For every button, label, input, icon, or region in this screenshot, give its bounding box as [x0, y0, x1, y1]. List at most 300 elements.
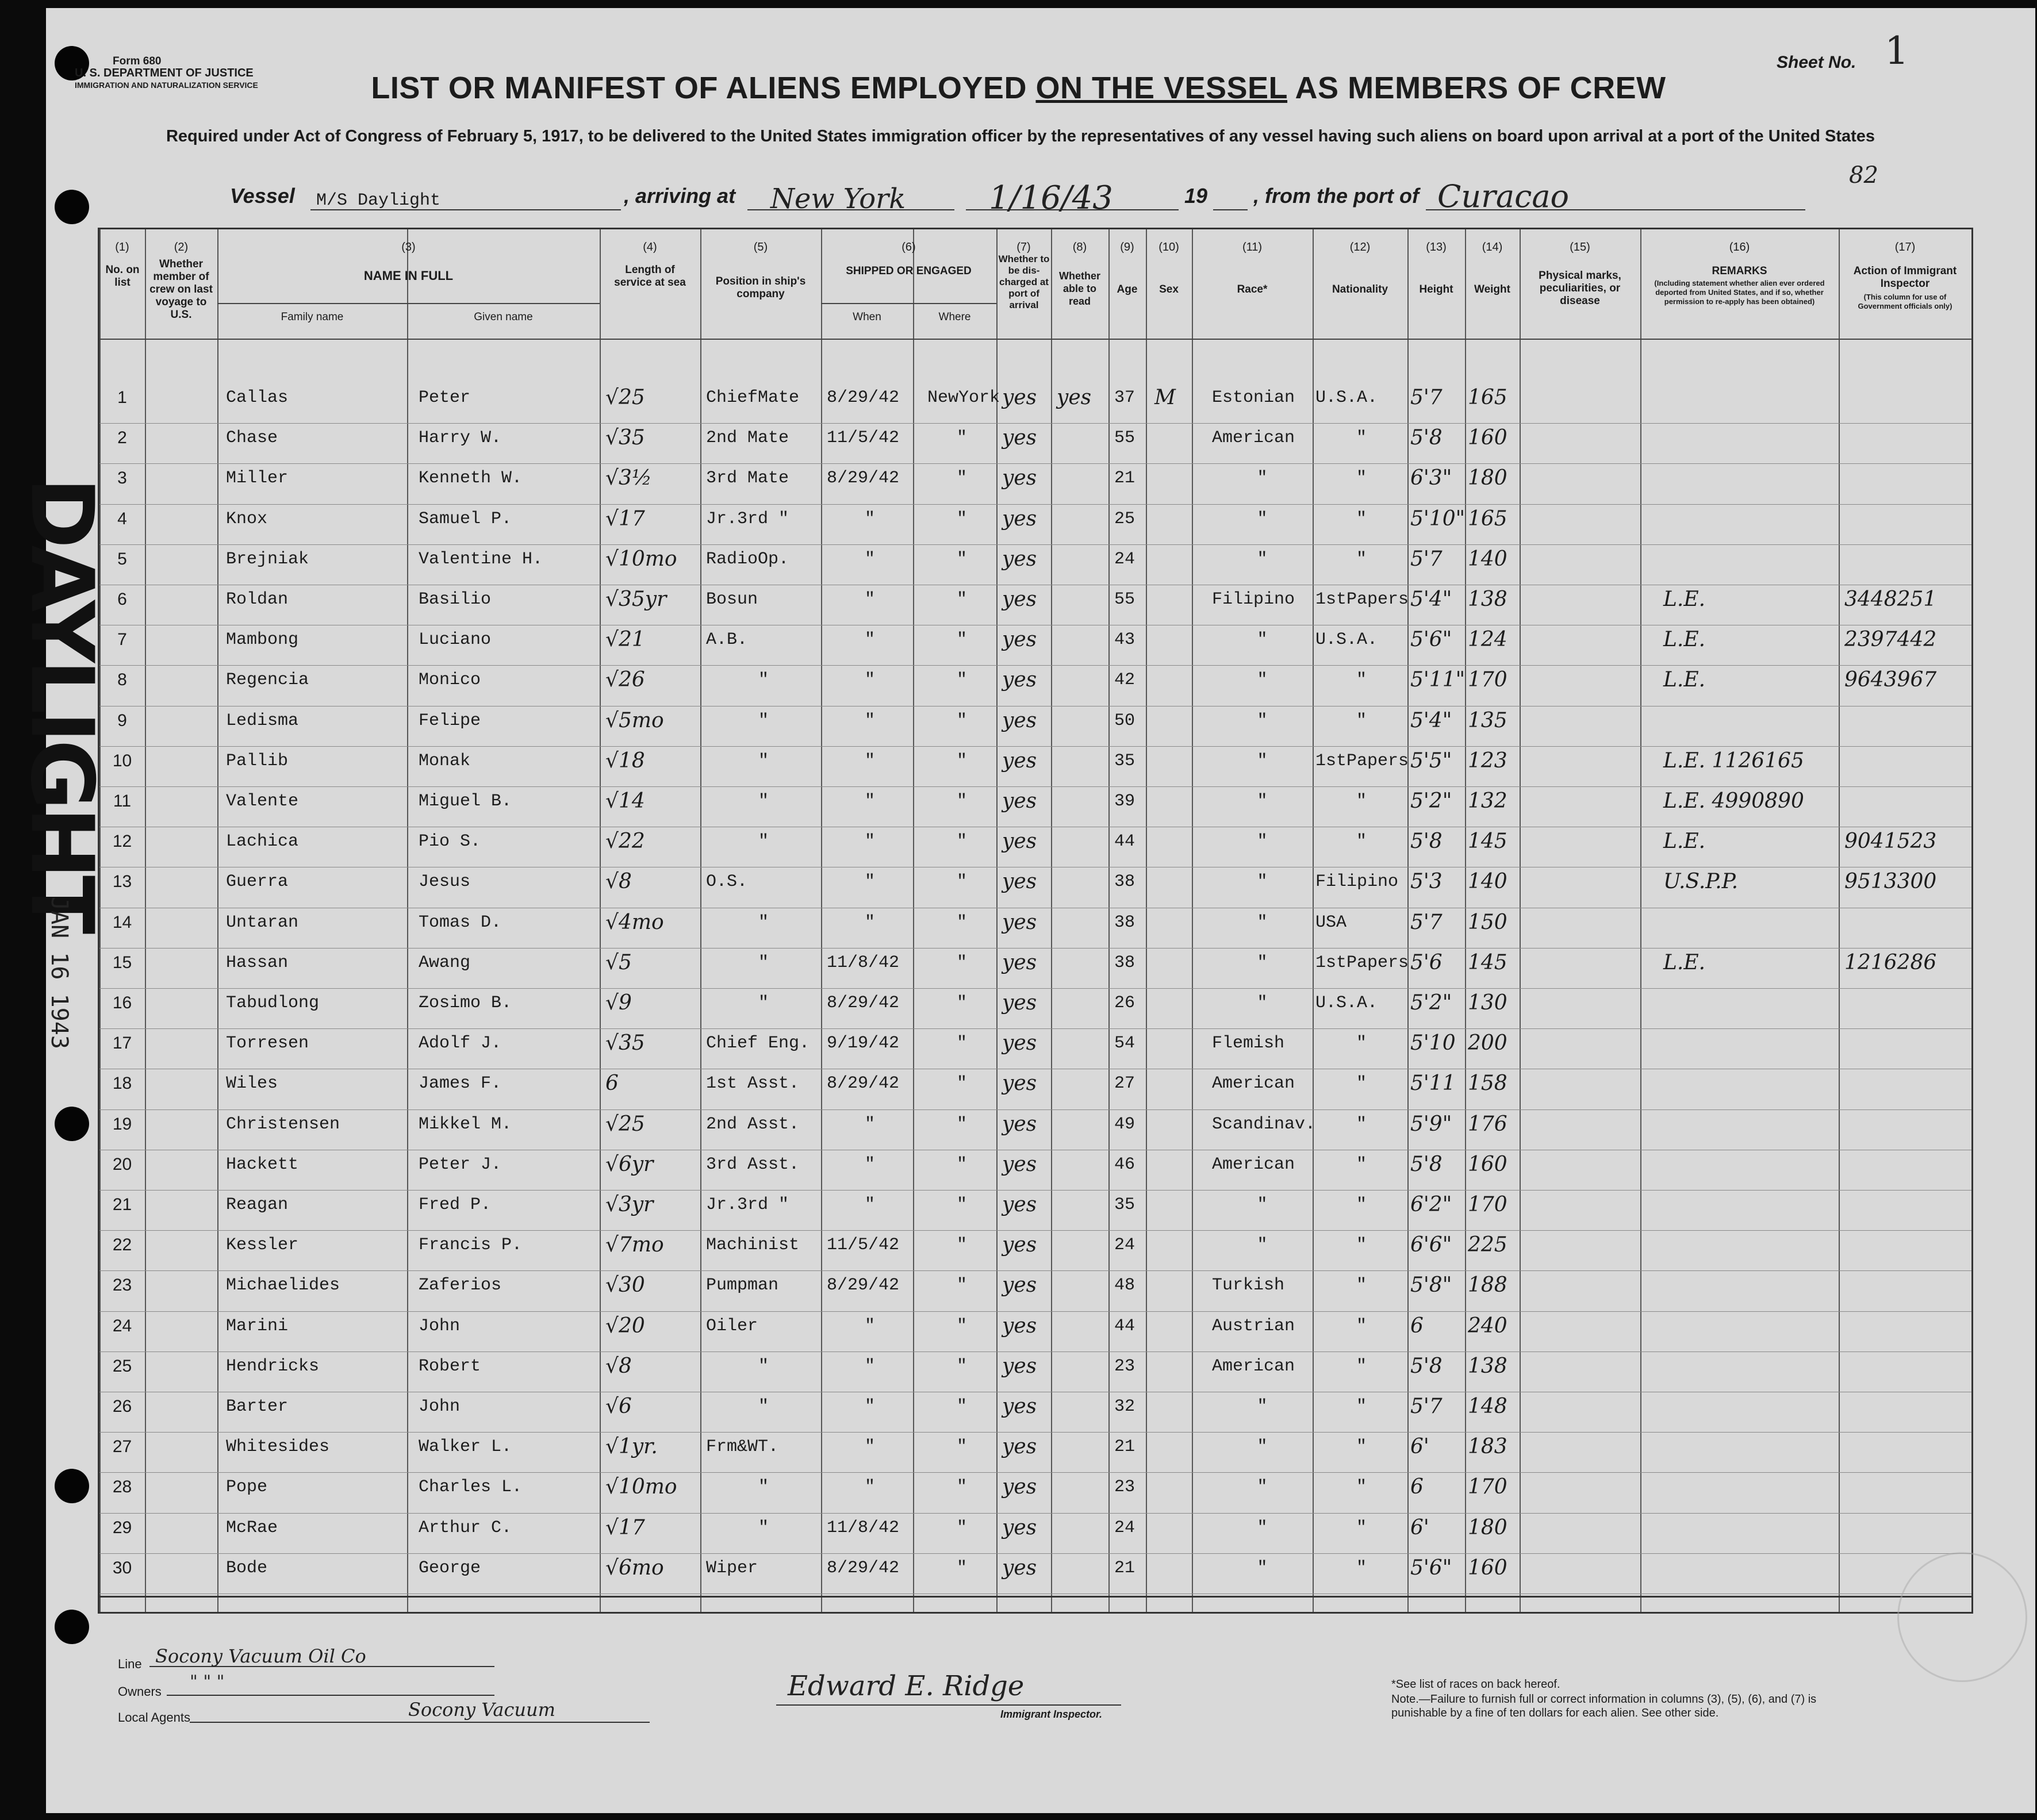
cell-remarks: U.S.P.P. [1663, 870, 1739, 894]
sheet-number-value: 1 [1885, 29, 1909, 73]
cell-when: " [864, 670, 875, 690]
cell-where: " [956, 1316, 967, 1336]
cell-service: √17 [605, 1515, 645, 1539]
crew-table [98, 228, 1973, 1614]
cell-race: Austrian [1212, 1316, 1295, 1336]
cell-when: 8/29/42 [827, 469, 900, 489]
cell-weight: 180 [1468, 466, 1507, 490]
cell-when: 8/29/42 [827, 1074, 900, 1094]
date-value: 1/16/43 [989, 179, 1113, 217]
cell-family: Kessler [226, 1235, 299, 1255]
punch-hole [55, 1469, 89, 1503]
cell-given: Felipe [419, 711, 481, 731]
inspector-signature-field [776, 1670, 1121, 1706]
cell-service: √26 [605, 668, 645, 692]
cell-remarks: L.E. [1663, 950, 1706, 974]
vessel-field [310, 184, 621, 210]
cell-family: Pope [226, 1477, 268, 1498]
cell-family: Mambong [226, 630, 299, 650]
row-rule [99, 463, 1971, 464]
cell-when: 11/5/42 [827, 428, 900, 448]
cell-given: Peter [419, 388, 471, 408]
cell-discharged: yes [1002, 386, 1037, 409]
cell-height: 5'8 [1410, 830, 1443, 854]
cell-service: √25 [605, 386, 645, 409]
header-name-in-full: NAME IN FULL [363, 268, 454, 283]
row-rule [99, 1351, 1971, 1352]
cell-discharged: yes [1002, 748, 1037, 773]
cell-race: Turkish [1212, 1276, 1285, 1296]
cell-race: " [1257, 630, 1268, 650]
cell-service: √22 [605, 830, 645, 854]
cell-nationality: USA [1315, 912, 1347, 932]
header-shipped-engaged: SHIPPED OR ENGAGED [846, 265, 972, 277]
cell-no: 29 [112, 1518, 132, 1537]
page-title: LIST OR MANIFEST OF ALIENS EMPLOYED ON THE VESSEL AS MEMBERS OF CREW [371, 71, 1666, 105]
cell-height: 6'6" [1410, 1233, 1452, 1257]
cell-nationality: " [1356, 549, 1367, 569]
vessel-value: M/S Daylight [316, 191, 441, 210]
cell-weight: 200 [1468, 1031, 1507, 1055]
cell-nationality: " [1356, 1154, 1367, 1174]
cell-age: 35 [1114, 751, 1135, 771]
cell-nationality: " [1356, 469, 1367, 489]
cell-sex: M [1154, 386, 1176, 409]
cell-when: " [864, 549, 875, 569]
cell-weight: 145 [1468, 950, 1507, 974]
cell-height: 5'4" [1410, 708, 1452, 732]
cell-where: " [956, 1356, 967, 1376]
cell-family: Pallib [226, 751, 289, 771]
row-rule [99, 1028, 1971, 1029]
cell-remarks: L.E. [1663, 588, 1706, 611]
cell-family: Bode [226, 1558, 268, 1578]
cell-height: 5'11 [1410, 1072, 1456, 1096]
col-number: (14) [1482, 241, 1503, 254]
cell-where: " [956, 1558, 967, 1578]
department-name: U. S. DEPARTMENT OF JUSTICE [75, 67, 254, 79]
cell-family: Callas [226, 388, 289, 408]
cell-action: 3448251 [1844, 588, 1937, 611]
arriving-field [747, 183, 954, 215]
cell-service: √7mo [605, 1233, 664, 1257]
line-value: Socony Vacuum Oil Co [155, 1645, 366, 1667]
row-rule [99, 665, 1971, 666]
header-weight: Weight [1474, 283, 1510, 295]
table-bottom-rule [99, 1596, 1971, 1598]
cell-discharged: yes [1002, 789, 1037, 813]
cell-no: 3 [117, 469, 127, 488]
cell-family: Chase [226, 428, 278, 448]
cell-when: " [864, 912, 875, 932]
row-rule [99, 786, 1971, 787]
cell-service: √18 [605, 748, 645, 773]
cell-age: 27 [1114, 1074, 1135, 1094]
col-number: (7) [1016, 241, 1031, 254]
cell-given: John [419, 1397, 461, 1416]
cell-height: 6' [1410, 1515, 1429, 1539]
cell-nationality: " [1356, 1074, 1367, 1094]
cell-weight: 132 [1468, 789, 1507, 813]
row-rule [99, 1513, 1971, 1514]
cell-where: " [956, 670, 967, 690]
cell-age: 43 [1114, 630, 1135, 650]
cell-age: 54 [1114, 1034, 1135, 1054]
cell-height: 5'2" [1410, 789, 1452, 813]
cell-action: 9643967 [1844, 668, 1937, 692]
header-no-on-list: No. on list [105, 264, 140, 289]
cell-given: Jesus [419, 872, 471, 892]
cell-position: 3rd Mate [706, 469, 789, 489]
cell-weight: 150 [1468, 910, 1507, 934]
cell-service: √6yr [605, 1152, 654, 1176]
header-when: When [853, 311, 881, 323]
header-able-to-read: Whether able to read [1059, 270, 1100, 307]
cell-weight: 140 [1468, 870, 1507, 894]
cell-nationality: U.S.A. [1315, 388, 1378, 408]
col-number: (12) [1349, 241, 1371, 254]
from-port-label: , from the port of [1253, 184, 1419, 208]
col-number: (9) [1120, 241, 1134, 254]
cell-given: Fred P. [419, 1195, 492, 1215]
cell-weight: 176 [1468, 1112, 1507, 1136]
row-rule [99, 746, 1971, 747]
cell-age: 35 [1114, 1195, 1135, 1215]
cell-no: 1 [117, 388, 127, 407]
cell-family: Regencia [226, 670, 309, 690]
cell-position: " [758, 953, 769, 973]
header-last-voyage: Whether member of crew on last voyage to U.S. [149, 258, 213, 321]
cell-height: 5'3 [1410, 870, 1443, 894]
cell-nationality: " [1356, 1034, 1367, 1054]
cell-discharged: yes [1002, 1072, 1037, 1096]
header-inspector-action: Action of Immigrant Inspector [1853, 265, 1957, 290]
cell-given: Robert [419, 1356, 481, 1376]
cell-race: " [1257, 1477, 1268, 1498]
cell-weight: 158 [1468, 1072, 1507, 1096]
cell-where: " [956, 428, 967, 448]
cell-when: " [864, 832, 875, 852]
row-rule [99, 1472, 1971, 1473]
cell-service: √35 [605, 1031, 645, 1055]
header-position: Position in ship's company [715, 275, 806, 300]
header-age: Age [1117, 283, 1138, 295]
cell-age: 39 [1114, 792, 1135, 811]
cell-weight: 138 [1468, 1354, 1507, 1378]
cell-nationality: " [1356, 1397, 1367, 1416]
cell-when: 8/29/42 [827, 1558, 900, 1578]
cell-nationality: 1stPapers [1315, 953, 1409, 973]
cell-family: Miller [226, 469, 289, 489]
col-number: (10) [1158, 241, 1179, 254]
cell-discharged: yes [1002, 1233, 1037, 1257]
cell-race: American [1212, 428, 1295, 448]
cell-age: 44 [1114, 832, 1135, 852]
cell-where: " [956, 1518, 967, 1538]
cell-family: Guerra [226, 872, 289, 892]
cell-race: " [1257, 1397, 1268, 1416]
cell-service: √5mo [605, 708, 664, 732]
cell-age: 37 [1114, 388, 1135, 408]
cell-family: Hackett [226, 1154, 299, 1174]
cell-given: Mikkel M. [419, 1114, 512, 1134]
cell-weight: 170 [1468, 1475, 1507, 1499]
cell-when: 11/8/42 [827, 953, 900, 973]
cell-age: 32 [1114, 1397, 1135, 1416]
cell-race: American [1212, 1074, 1295, 1094]
cell-age: 23 [1114, 1477, 1135, 1498]
cell-no: 12 [112, 832, 132, 851]
cell-family: Hassan [226, 953, 289, 973]
cell-height: 5'8 [1410, 426, 1443, 450]
cell-position: A.B. [706, 630, 748, 650]
cell-service: √17 [605, 506, 645, 531]
cell-race: " [1257, 912, 1268, 932]
cell-height: 5'8 [1410, 1354, 1443, 1378]
cell-service: √14 [605, 789, 645, 813]
arriving-label: , arriving at [624, 184, 736, 208]
cell-where: " [956, 630, 967, 650]
cell-where: " [956, 912, 967, 932]
cell-when: 8/29/42 [827, 993, 900, 1013]
row-rule [99, 1270, 1971, 1271]
punch-hole [55, 190, 89, 224]
year-label: 19 [1184, 184, 1208, 208]
cell-given: Zaferios [419, 1276, 502, 1296]
cell-no: 5 [117, 549, 127, 569]
cell-no: 30 [112, 1558, 132, 1577]
line-field [149, 1643, 494, 1667]
cell-race: Flemish [1212, 1034, 1285, 1054]
cell-nationality: 1stPapers [1315, 590, 1409, 609]
cell-weight: 130 [1468, 991, 1507, 1015]
cell-nationality: " [1356, 1276, 1367, 1296]
cell-discharged: yes [1002, 1435, 1037, 1459]
col-number: (8) [1072, 241, 1087, 254]
cell-given: Awang [419, 953, 471, 973]
cell-nationality: " [1356, 1437, 1367, 1457]
cell-when: " [864, 1397, 875, 1416]
cell-discharged: yes [1002, 1475, 1037, 1499]
cell-position: " [758, 912, 769, 932]
cell-nationality: " [1356, 509, 1367, 529]
cell-height: 5'8" [1410, 1273, 1452, 1297]
cell-given: Kenneth W. [419, 469, 523, 489]
date-field [966, 179, 1179, 217]
race-note: *See list of races on back hereof. [1391, 1678, 1560, 1691]
cell-where: " [956, 751, 967, 771]
cell-no: 25 [112, 1356, 132, 1376]
cell-family: Wiles [226, 1074, 278, 1094]
cell-height: 5'11" [1410, 668, 1466, 692]
cell-where: " [956, 1074, 967, 1094]
cell-no: 14 [112, 912, 132, 932]
cell-weight: 183 [1468, 1435, 1507, 1459]
header-height: Height [1419, 283, 1453, 295]
cell-nationality: " [1356, 1558, 1367, 1578]
cell-race: Scandinav. [1212, 1114, 1316, 1134]
col-number: (11) [1242, 241, 1263, 254]
cell-race: " [1257, 549, 1268, 569]
cell-discharged: yes [1002, 1314, 1037, 1338]
cell-discharged: yes [1002, 991, 1037, 1015]
service-name: IMMIGRATION AND NATURALIZATION SERVICE [75, 80, 258, 90]
cell-family: McRae [226, 1518, 278, 1538]
cell-given: Samuel P. [419, 509, 512, 529]
cell-when: " [864, 1356, 875, 1376]
cell-when: 8/29/42 [827, 388, 900, 408]
cell-weight: 160 [1468, 1152, 1507, 1176]
cell-given: Harry W. [419, 428, 502, 448]
cell-where: " [956, 1276, 967, 1296]
cell-given: James F. [419, 1074, 502, 1094]
cell-no: 23 [112, 1276, 132, 1295]
cell-no: 16 [112, 993, 132, 1012]
cell-service: √6 [605, 1395, 632, 1418]
cell-where: " [956, 1195, 967, 1215]
cell-race: " [1257, 751, 1268, 771]
cell-race: " [1257, 953, 1268, 973]
cell-age: 38 [1114, 912, 1135, 932]
cell-position: ChiefMate [706, 388, 800, 408]
header-physical-marks: Physical marks, peculiarities, or disease [1539, 270, 1621, 307]
cell-race: " [1257, 792, 1268, 811]
header-length-of-service: Length of service at sea [614, 264, 686, 289]
local-agents-value: Socony Vacuum [408, 1699, 555, 1721]
cell-family: Tabudlong [226, 993, 320, 1013]
cell-position: Oiler [706, 1316, 758, 1336]
cell-service: √30 [605, 1273, 645, 1297]
cell-given: Monak [419, 751, 471, 771]
cell-family: Marini [226, 1316, 289, 1336]
header-remarks: REMARKS [1712, 265, 1767, 277]
cell-race: " [1257, 1558, 1268, 1578]
cell-when: 11/5/42 [827, 1235, 900, 1255]
cell-weight: 140 [1468, 547, 1507, 571]
vessel-label: Vessel [230, 184, 295, 208]
cell-service: √8 [605, 870, 632, 894]
cell-discharged: yes [1002, 668, 1037, 692]
punch-hole [55, 1107, 89, 1141]
cell-service: √9 [605, 991, 632, 1015]
cell-when: 8/29/42 [827, 1276, 900, 1296]
cell-no: 15 [112, 953, 132, 972]
cell-age: 24 [1114, 1518, 1135, 1538]
date-received-stamp: JAN 16 1943 [46, 897, 72, 1049]
cell-family: Torresen [226, 1034, 309, 1054]
vessel-name-stamp: DAYLIGHT [11, 477, 112, 931]
cell-weight: 165 [1468, 386, 1507, 409]
cell-given: Francis P. [419, 1235, 523, 1255]
cell-position: RadioOp. [706, 549, 789, 569]
col-number: (13) [1426, 241, 1447, 254]
cell-position: O.S. [706, 872, 748, 892]
cell-race: American [1212, 1154, 1295, 1174]
line-label: Line [118, 1657, 142, 1671]
cell-where: " [956, 1437, 967, 1457]
cell-height: 6 [1410, 1314, 1424, 1338]
header-nationality: Nationality [1332, 283, 1388, 295]
cell-family: Hendricks [226, 1356, 320, 1376]
cell-position: " [758, 711, 769, 731]
cell-age: 24 [1114, 549, 1135, 569]
cell-age: 42 [1114, 670, 1135, 690]
cell-height: 5'7 [1410, 1395, 1443, 1418]
cell-position: " [758, 1518, 769, 1538]
cell-given: Pio S. [419, 832, 481, 852]
cell-height: 5'10 [1410, 1031, 1456, 1055]
cell-position: " [758, 1397, 769, 1416]
cell-weight: 138 [1468, 588, 1507, 611]
cell-nationality: Filipino [1315, 872, 1399, 892]
row-rule [99, 1190, 1971, 1191]
cell-service: √3yr [605, 1193, 654, 1216]
cell-age: 21 [1114, 1558, 1135, 1578]
cell-where: " [956, 469, 967, 489]
cell-service: √35 [605, 426, 645, 450]
cell-age: 24 [1114, 1235, 1135, 1255]
cell-when: " [864, 711, 875, 731]
cell-age: 21 [1114, 1437, 1135, 1457]
cell-family: Untaran [226, 912, 299, 932]
cell-position: 2nd Mate [706, 428, 789, 448]
cell-given: George [419, 1558, 481, 1578]
cell-given: Zosimo B. [419, 993, 512, 1013]
cell-position: " [758, 670, 769, 690]
cell-family: Michaelides [226, 1276, 340, 1296]
col-number: (16) [1729, 241, 1750, 254]
official-seal [1897, 1552, 2027, 1682]
cell-family: Christensen [226, 1114, 340, 1134]
cell-nationality: " [1356, 670, 1367, 690]
header-discharged: Whether to be dis-charged at port of arrival [998, 254, 1050, 310]
cell-race: Estonian [1212, 388, 1295, 408]
cell-no: 6 [117, 590, 127, 609]
cell-discharged: yes [1002, 506, 1037, 531]
cell-remarks: L.E. 4990890 [1663, 789, 1804, 813]
cell-where: " [956, 711, 967, 731]
cell-family: Reagan [226, 1195, 289, 1215]
cell-service: √20 [605, 1314, 645, 1338]
header-where: Where [938, 311, 971, 323]
inspector-signature: Edward E. Ridge [788, 1670, 1025, 1702]
cell-discharged: yes [1002, 1152, 1037, 1176]
row-rule [99, 1230, 1971, 1231]
cell-given: Charles L. [419, 1477, 523, 1498]
cell-race: " [1257, 872, 1268, 892]
local-agents-label: Local Agents [118, 1710, 190, 1725]
page-number: 82 [1849, 162, 1878, 189]
cell-height: 5'6" [1410, 1556, 1452, 1580]
cell-age: 55 [1114, 428, 1135, 448]
owners-field [167, 1672, 494, 1696]
cell-action: 2397442 [1844, 628, 1937, 652]
cell-discharged: yes [1002, 628, 1037, 652]
cell-weight: 135 [1468, 708, 1507, 732]
cell-position: 1st Asst. [706, 1074, 800, 1094]
cell-where: " [956, 509, 967, 529]
cell-remarks: L.E. [1663, 628, 1706, 652]
cell-where: " [956, 872, 967, 892]
cell-no: 26 [112, 1397, 132, 1416]
page-subtitle: Required under Act of Congress of February 5, 1917, to be delivered to the United States immigration officer by the representatives of any vessel having such aliens on board upon arrival at a port of the United States [166, 127, 1875, 145]
col-number: (2) [174, 241, 189, 254]
cell-where: " [956, 1397, 967, 1416]
cell-height: 5'6 [1410, 950, 1443, 974]
header-remarks-note: (Including statement whether alien ever ordered deported from United States, and if so, whether permission to re-apply has been obtained) [1654, 279, 1825, 306]
cell-nationality: " [1356, 1518, 1367, 1538]
cell-weight: 170 [1468, 1193, 1507, 1216]
